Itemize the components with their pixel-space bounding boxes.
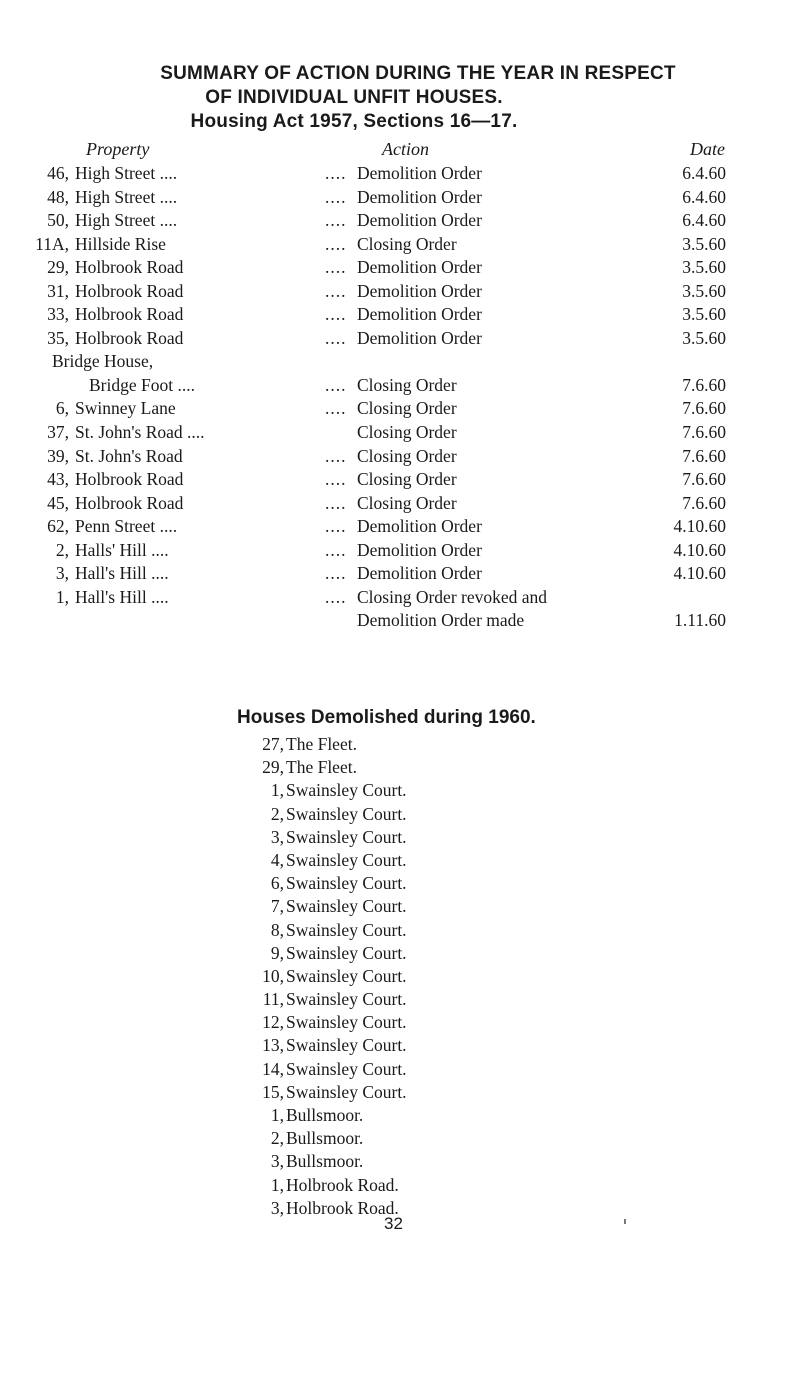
table-row bbox=[0, 187, 800, 211]
date-cell: 7.6.60 bbox=[682, 422, 726, 443]
property-street: Holbrook Road bbox=[75, 327, 184, 348]
leader-dots: .... bbox=[325, 280, 347, 301]
property-number: 29, bbox=[47, 257, 69, 278]
leader-dots: .... bbox=[325, 539, 347, 560]
property-number: 48, bbox=[47, 186, 69, 207]
date-cell: 7.6.60 bbox=[682, 374, 726, 395]
house-address: The Fleet. bbox=[286, 757, 357, 778]
date-cell: 4.10.60 bbox=[673, 563, 726, 584]
date-cell: 7.6.60 bbox=[682, 469, 726, 490]
house-address: Swainsley Court. bbox=[286, 942, 407, 963]
house-address: Holbrook Road. bbox=[286, 1174, 399, 1195]
house-number: 6, bbox=[270, 873, 284, 894]
house-number: 2, bbox=[270, 803, 284, 824]
property-number: 11A, bbox=[35, 233, 69, 254]
list-item bbox=[0, 780, 800, 803]
property-street: High Street .... bbox=[75, 210, 178, 231]
property-street: Hall's Hill .... bbox=[75, 586, 169, 607]
action-cell: Demolition Order made bbox=[357, 610, 525, 631]
property-number: 46, bbox=[47, 163, 69, 183]
table-row bbox=[0, 351, 800, 375]
action-cell: Closing Order bbox=[357, 233, 457, 254]
list-item bbox=[0, 1151, 800, 1174]
property-street: Holbrook Road bbox=[75, 492, 184, 513]
property-number: 6, bbox=[55, 398, 69, 419]
leader-dots: .... bbox=[325, 469, 347, 490]
house-number: 2, bbox=[270, 1128, 284, 1149]
list-item bbox=[0, 850, 800, 873]
house-number: 1, bbox=[270, 1105, 284, 1125]
property-street: Holbrook Road bbox=[75, 280, 184, 301]
property-street: High Street .... bbox=[75, 163, 178, 183]
list-item bbox=[0, 873, 800, 896]
print-speck bbox=[624, 1219, 626, 1224]
date-cell: 3.5.60 bbox=[682, 233, 726, 254]
date-column-header: Date bbox=[690, 139, 725, 159]
house-address: Swainsley Court. bbox=[286, 896, 407, 917]
house-number: 29, bbox=[262, 757, 284, 778]
property-street: St. John's Road bbox=[75, 445, 183, 466]
action-cell: Demolition Order bbox=[357, 257, 482, 278]
date-cell: 3.5.60 bbox=[682, 304, 726, 325]
house-number: 12, bbox=[262, 1012, 284, 1033]
property-number: 43, bbox=[47, 469, 69, 490]
table-row bbox=[0, 163, 800, 187]
property-number: 1, bbox=[55, 586, 69, 607]
property-street: High Street .... bbox=[75, 186, 178, 207]
action-cell: Closing Order bbox=[357, 492, 457, 513]
table-row bbox=[0, 328, 800, 352]
house-number: 1, bbox=[270, 780, 284, 801]
house-number: 4, bbox=[270, 849, 284, 870]
property-street: Hall's Hill .... bbox=[75, 563, 169, 584]
leader-dots: .... bbox=[325, 186, 347, 207]
leader-dots: .... bbox=[325, 257, 347, 278]
property-number: 35, bbox=[47, 327, 69, 348]
date-cell: 6.4.60 bbox=[682, 186, 726, 207]
property-number: 45, bbox=[47, 492, 69, 513]
list-item bbox=[0, 1082, 800, 1105]
table-row bbox=[0, 210, 800, 234]
property-street: Halls' Hill .... bbox=[75, 539, 169, 560]
action-cell: Demolition Order bbox=[357, 304, 482, 325]
list-item bbox=[0, 757, 800, 780]
table-row bbox=[0, 587, 800, 611]
list-item bbox=[0, 827, 800, 850]
property-street: Penn Street .... bbox=[75, 516, 178, 537]
house-address: Bullsmoor. bbox=[286, 1151, 364, 1172]
list-item bbox=[0, 1012, 800, 1035]
house-number: 15, bbox=[262, 1081, 284, 1102]
date-cell: 4.10.60 bbox=[673, 539, 726, 560]
leader-dots: .... bbox=[325, 233, 347, 254]
house-address: Swainsley Court. bbox=[286, 873, 407, 894]
action-cell: Closing Order bbox=[357, 374, 457, 395]
list-item bbox=[0, 734, 800, 757]
page-subtitle: Housing Act 1957, Sections 16—17. bbox=[190, 111, 518, 132]
house-address: Swainsley Court. bbox=[286, 965, 407, 986]
action-table bbox=[0, 163, 800, 634]
page-number: 32 bbox=[384, 1214, 403, 1233]
table-row bbox=[0, 304, 800, 328]
house-address: Swainsley Court. bbox=[286, 1058, 407, 1079]
house-address: Swainsley Court. bbox=[286, 919, 407, 940]
leader-dots: .... bbox=[325, 374, 347, 395]
demolished-heading: Houses Demolished during 1960. bbox=[237, 707, 536, 728]
property-number: 39, bbox=[47, 445, 69, 466]
leader-dots: .... bbox=[325, 516, 347, 537]
date-cell: 3.5.60 bbox=[682, 280, 726, 301]
date-cell: 3.5.60 bbox=[682, 257, 726, 278]
leader-dots: .... bbox=[325, 327, 347, 348]
house-address: Bullsmoor. bbox=[286, 1105, 364, 1125]
table-row bbox=[0, 446, 800, 470]
table-row bbox=[0, 610, 800, 634]
action-cell: Demolition Order bbox=[357, 280, 482, 301]
leader-dots: .... bbox=[325, 398, 347, 419]
property-number: 50, bbox=[47, 210, 69, 231]
action-cell: Closing Order bbox=[357, 445, 457, 466]
house-number: 10, bbox=[262, 965, 284, 986]
property-street: Holbrook Road bbox=[75, 304, 184, 325]
leader-dots: .... bbox=[325, 304, 347, 325]
house-address: Swainsley Court. bbox=[286, 1081, 407, 1102]
house-number: 3, bbox=[270, 1197, 284, 1218]
demolished-list bbox=[0, 734, 800, 1221]
leader-dots: .... bbox=[325, 210, 347, 231]
property-column-header: Property bbox=[86, 139, 150, 159]
house-number: 8, bbox=[270, 919, 284, 940]
table-row bbox=[0, 540, 800, 564]
table-row bbox=[0, 422, 800, 446]
table-row bbox=[0, 469, 800, 493]
date-cell: 7.6.60 bbox=[682, 492, 726, 513]
list-item bbox=[0, 1059, 800, 1082]
date-cell: 1.11.60 bbox=[674, 610, 726, 631]
house-number: 1, bbox=[270, 1174, 284, 1195]
list-item bbox=[0, 920, 800, 943]
list-item bbox=[0, 804, 800, 827]
action-cell: Demolition Order bbox=[357, 163, 482, 183]
property-street: St. John's Road .... bbox=[75, 422, 205, 443]
action-cell: Closing Order bbox=[357, 422, 457, 443]
action-column-header: Action bbox=[382, 139, 429, 159]
property-street: Bridge House, bbox=[52, 351, 154, 372]
action-cell: Demolition Order bbox=[357, 327, 482, 348]
date-cell: 7.6.60 bbox=[682, 445, 726, 466]
table-row bbox=[0, 257, 800, 281]
table-row bbox=[0, 375, 800, 399]
action-cell: Closing Order revoked and bbox=[357, 586, 548, 607]
date-cell: 7.6.60 bbox=[682, 398, 726, 419]
property-number: 62, bbox=[47, 516, 69, 537]
property-street: Holbrook Road bbox=[75, 257, 184, 278]
date-cell: 3.5.60 bbox=[682, 327, 726, 348]
property-street: Bridge Foot .... bbox=[89, 374, 195, 395]
leader-dots: .... bbox=[325, 492, 347, 513]
house-number: 3, bbox=[270, 826, 284, 847]
house-number: 14, bbox=[262, 1058, 284, 1079]
property-number: 31, bbox=[47, 280, 69, 301]
house-address: Bullsmoor. bbox=[286, 1128, 364, 1149]
action-cell: Demolition Order bbox=[357, 516, 482, 537]
list-item bbox=[0, 943, 800, 966]
property-number: 33, bbox=[47, 304, 69, 325]
property-number: 2, bbox=[55, 539, 69, 560]
house-address: The Fleet. bbox=[286, 734, 357, 754]
table-row bbox=[0, 493, 800, 517]
table-row bbox=[0, 281, 800, 305]
action-cell: Closing Order bbox=[357, 469, 457, 490]
list-item bbox=[0, 1035, 800, 1058]
house-number: 9, bbox=[270, 942, 284, 963]
page-title-line-2: OF INDIVIDUAL UNFIT HOUSES. bbox=[205, 87, 503, 108]
date-cell: 4.10.60 bbox=[673, 516, 726, 537]
table-row bbox=[0, 398, 800, 422]
property-street: Swinney Lane bbox=[75, 398, 176, 419]
house-address: Swainsley Court. bbox=[286, 1035, 407, 1056]
list-item bbox=[0, 1128, 800, 1151]
leader-dots: .... bbox=[325, 163, 347, 183]
action-cell: Closing Order bbox=[357, 398, 457, 419]
list-item bbox=[0, 1175, 800, 1198]
leader-dots: .... bbox=[325, 445, 347, 466]
house-address: Swainsley Court. bbox=[286, 1012, 407, 1033]
date-cell: 6.4.60 bbox=[682, 210, 726, 231]
list-item bbox=[0, 1105, 800, 1128]
property-number: 3, bbox=[55, 563, 69, 584]
table-row bbox=[0, 516, 800, 540]
property-street: Holbrook Road bbox=[75, 469, 184, 490]
house-address: Swainsley Court. bbox=[286, 826, 407, 847]
house-address: Swainsley Court. bbox=[286, 780, 407, 801]
action-cell: Demolition Order bbox=[357, 210, 482, 231]
property-number: 37, bbox=[47, 422, 69, 443]
action-cell: Demolition Order bbox=[357, 563, 482, 584]
house-number: 7, bbox=[270, 896, 284, 917]
house-address: Swainsley Court. bbox=[286, 849, 407, 870]
house-number: 11, bbox=[262, 989, 284, 1010]
leader-dots: .... bbox=[325, 563, 347, 584]
house-number: 13, bbox=[262, 1035, 284, 1056]
list-item bbox=[0, 896, 800, 919]
house-number: 3, bbox=[270, 1151, 284, 1172]
table-row bbox=[0, 563, 800, 587]
list-item bbox=[0, 989, 800, 1012]
house-address: Swainsley Court. bbox=[286, 803, 407, 824]
date-cell: 6.4.60 bbox=[682, 163, 726, 183]
column-headers bbox=[0, 139, 800, 161]
table-row bbox=[0, 234, 800, 258]
list-item bbox=[0, 966, 800, 989]
page-title: SUMMARY OF ACTION DURING THE YEAR IN RESPECT bbox=[160, 63, 676, 84]
action-cell: Demolition Order bbox=[357, 186, 482, 207]
action-cell: Demolition Order bbox=[357, 539, 482, 560]
house-address: Holbrook Road. bbox=[286, 1197, 399, 1218]
house-address: Swainsley Court. bbox=[286, 989, 407, 1010]
house-number: 27, bbox=[262, 734, 284, 754]
property-street: Hillside Rise bbox=[75, 233, 166, 254]
leader-dots: .... bbox=[325, 586, 347, 607]
